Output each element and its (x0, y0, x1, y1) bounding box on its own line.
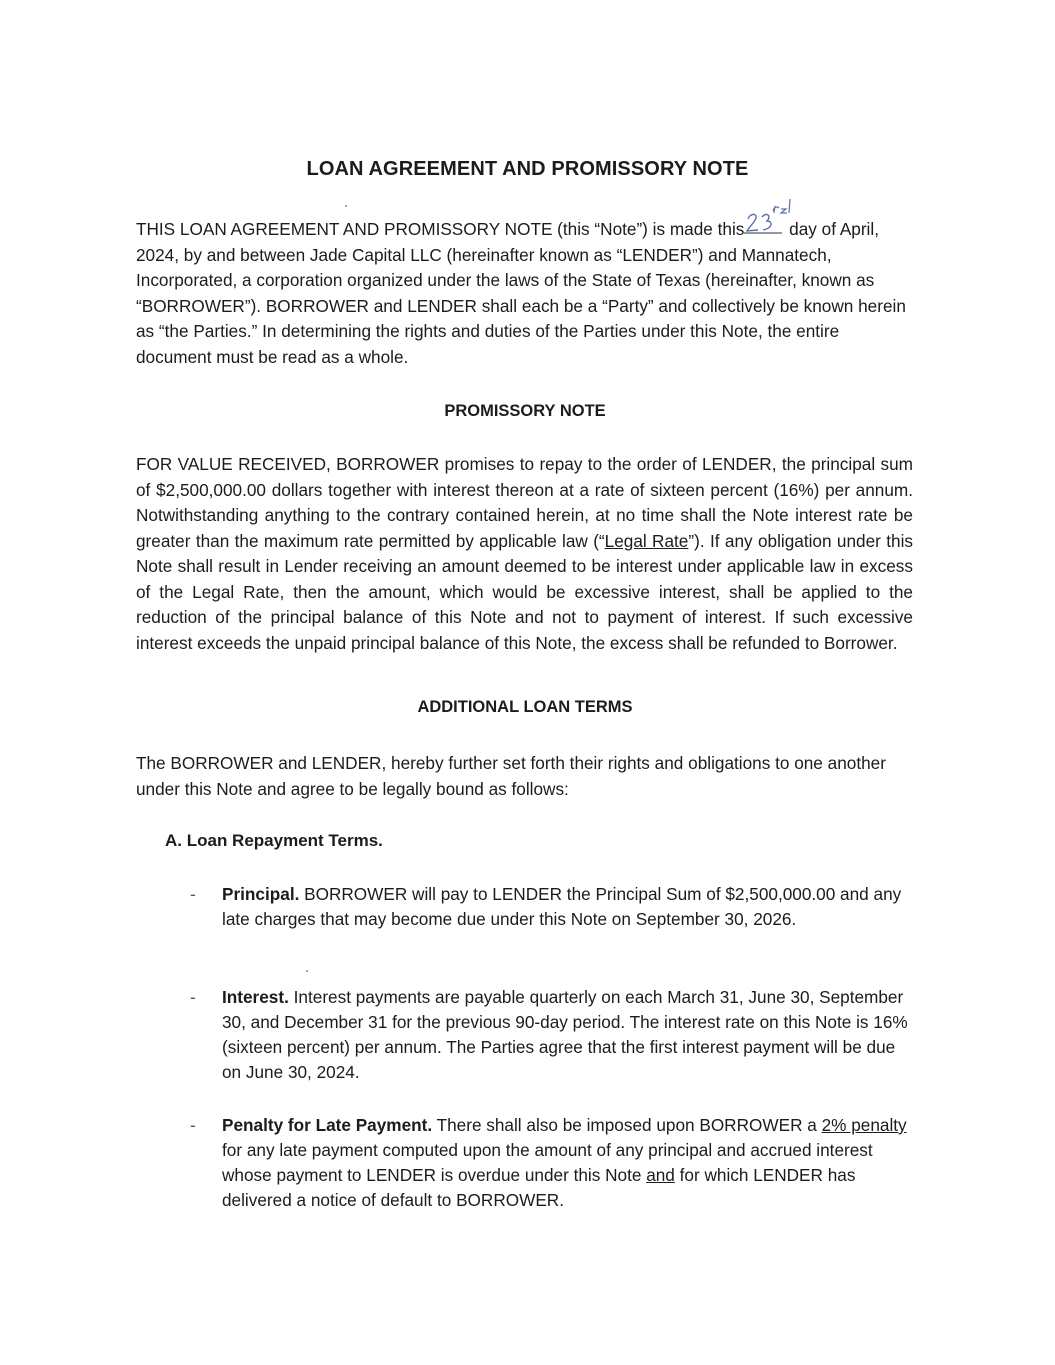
intro-before-date: THIS LOAN AGREEMENT AND PROMISSORY NOTE (this “Note”) is made this (136, 219, 745, 239)
additional-intro-paragraph: The BORROWER and LENDER, hereby further set forth their rights and obligations to one another under this Note and agree to be legally bound as follows: (136, 753, 886, 799)
handwritten-date-mark (744, 197, 796, 243)
legal-rate-term: Legal Rate (604, 530, 689, 551)
penalty-percent-term: 2% penalty (821, 1115, 907, 1135)
interest-text (222, 985, 912, 1085)
section-a-heading: A. Loan Repayment Terms. (165, 831, 383, 850)
principal-text (222, 882, 912, 932)
principal-body: BORROWER will pay to LENDER the Principal Sum of $2,500,000.00 and any late charges that may become due under this Note on September 30, 2026. (222, 884, 902, 929)
list-dash: - (190, 1115, 196, 1135)
scan-speck (306, 970, 308, 972)
promissory-part2: ”). If any obligation under this Note shall result in Lender receiving an amount deemed to be interest under applicable law in excess of the Legal Rate, then the amount, which would be excessive interest, shall be applied to the reduction of the principal balance of this Note and not to payment of interest. If such excessive interest exceeds the unpaid principal balance of this Note, the excess shall be refunded to Borrower. (136, 530, 913, 653)
penalty-body-3: for which LENDER has delivered a notice of default to BORROWER. (222, 1165, 856, 1210)
document-title: LOAN AGREEMENT AND PROMISSORY NOTE (306, 158, 749, 180)
penalty-text (222, 1113, 912, 1213)
principal-label: Principal. (222, 884, 300, 904)
and-underlined: and (646, 1165, 675, 1185)
interest-label: Interest. (222, 987, 289, 1007)
promissory-paragraph (136, 452, 913, 656)
list-dash: - (190, 987, 196, 1007)
interest-body: Interest payments are payable quarterly on each March 31, June 30, September 30, and December 31 for the previous 90-day period. The interest rate on this Note is 16% (sixteen percent) per annum. The Parties agree that the first interest payment will be due on June 30, 2024. (222, 987, 908, 1082)
handwritten-date (744, 223, 784, 243)
promissory-note-heading: PROMISSORY NOTE (444, 402, 606, 420)
penalty-label: Penalty for Late Payment. (222, 1115, 433, 1135)
intro-paragraph (136, 217, 911, 370)
additional-loan-terms-heading: ADDITIONAL LOAN TERMS (417, 698, 633, 716)
penalty-body-1: There shall also be imposed upon BORROWER a (432, 1115, 822, 1135)
promissory-part1: FOR VALUE RECEIVED, BORROWER promises to repay to the order of LENDER, the principal sum of $2,500,000.00 dollars together with interest thereon at a rate of sixteen percent (16%) per annum. Notwithstanding anything to the contrary contained herein, at no time shall the Note interest rate be greater than the maximum rate permitted by applicable law (“ (136, 454, 913, 551)
list-dash: - (190, 884, 196, 904)
scan-speck (345, 205, 347, 207)
penalty-body-2: for any late payment computed upon the amount of any principal and accrued interest whose payment to LENDER is overdue under this Note (222, 1140, 873, 1185)
intro-after-date: day of April, 2024, by and between Jade Capital LLC (hereinafter known as “LENDER”) and Mannatech, Incorporated, a corporation organized under the laws of the State of Texas (hereinafter, known as “BORROWER”). BORROWER and LENDER shall each be a “Party” and collectively be known herein as “the Parties.” In determining the rights and duties of the Parties under this Note, the entire document must be read as a whole. (136, 219, 906, 367)
